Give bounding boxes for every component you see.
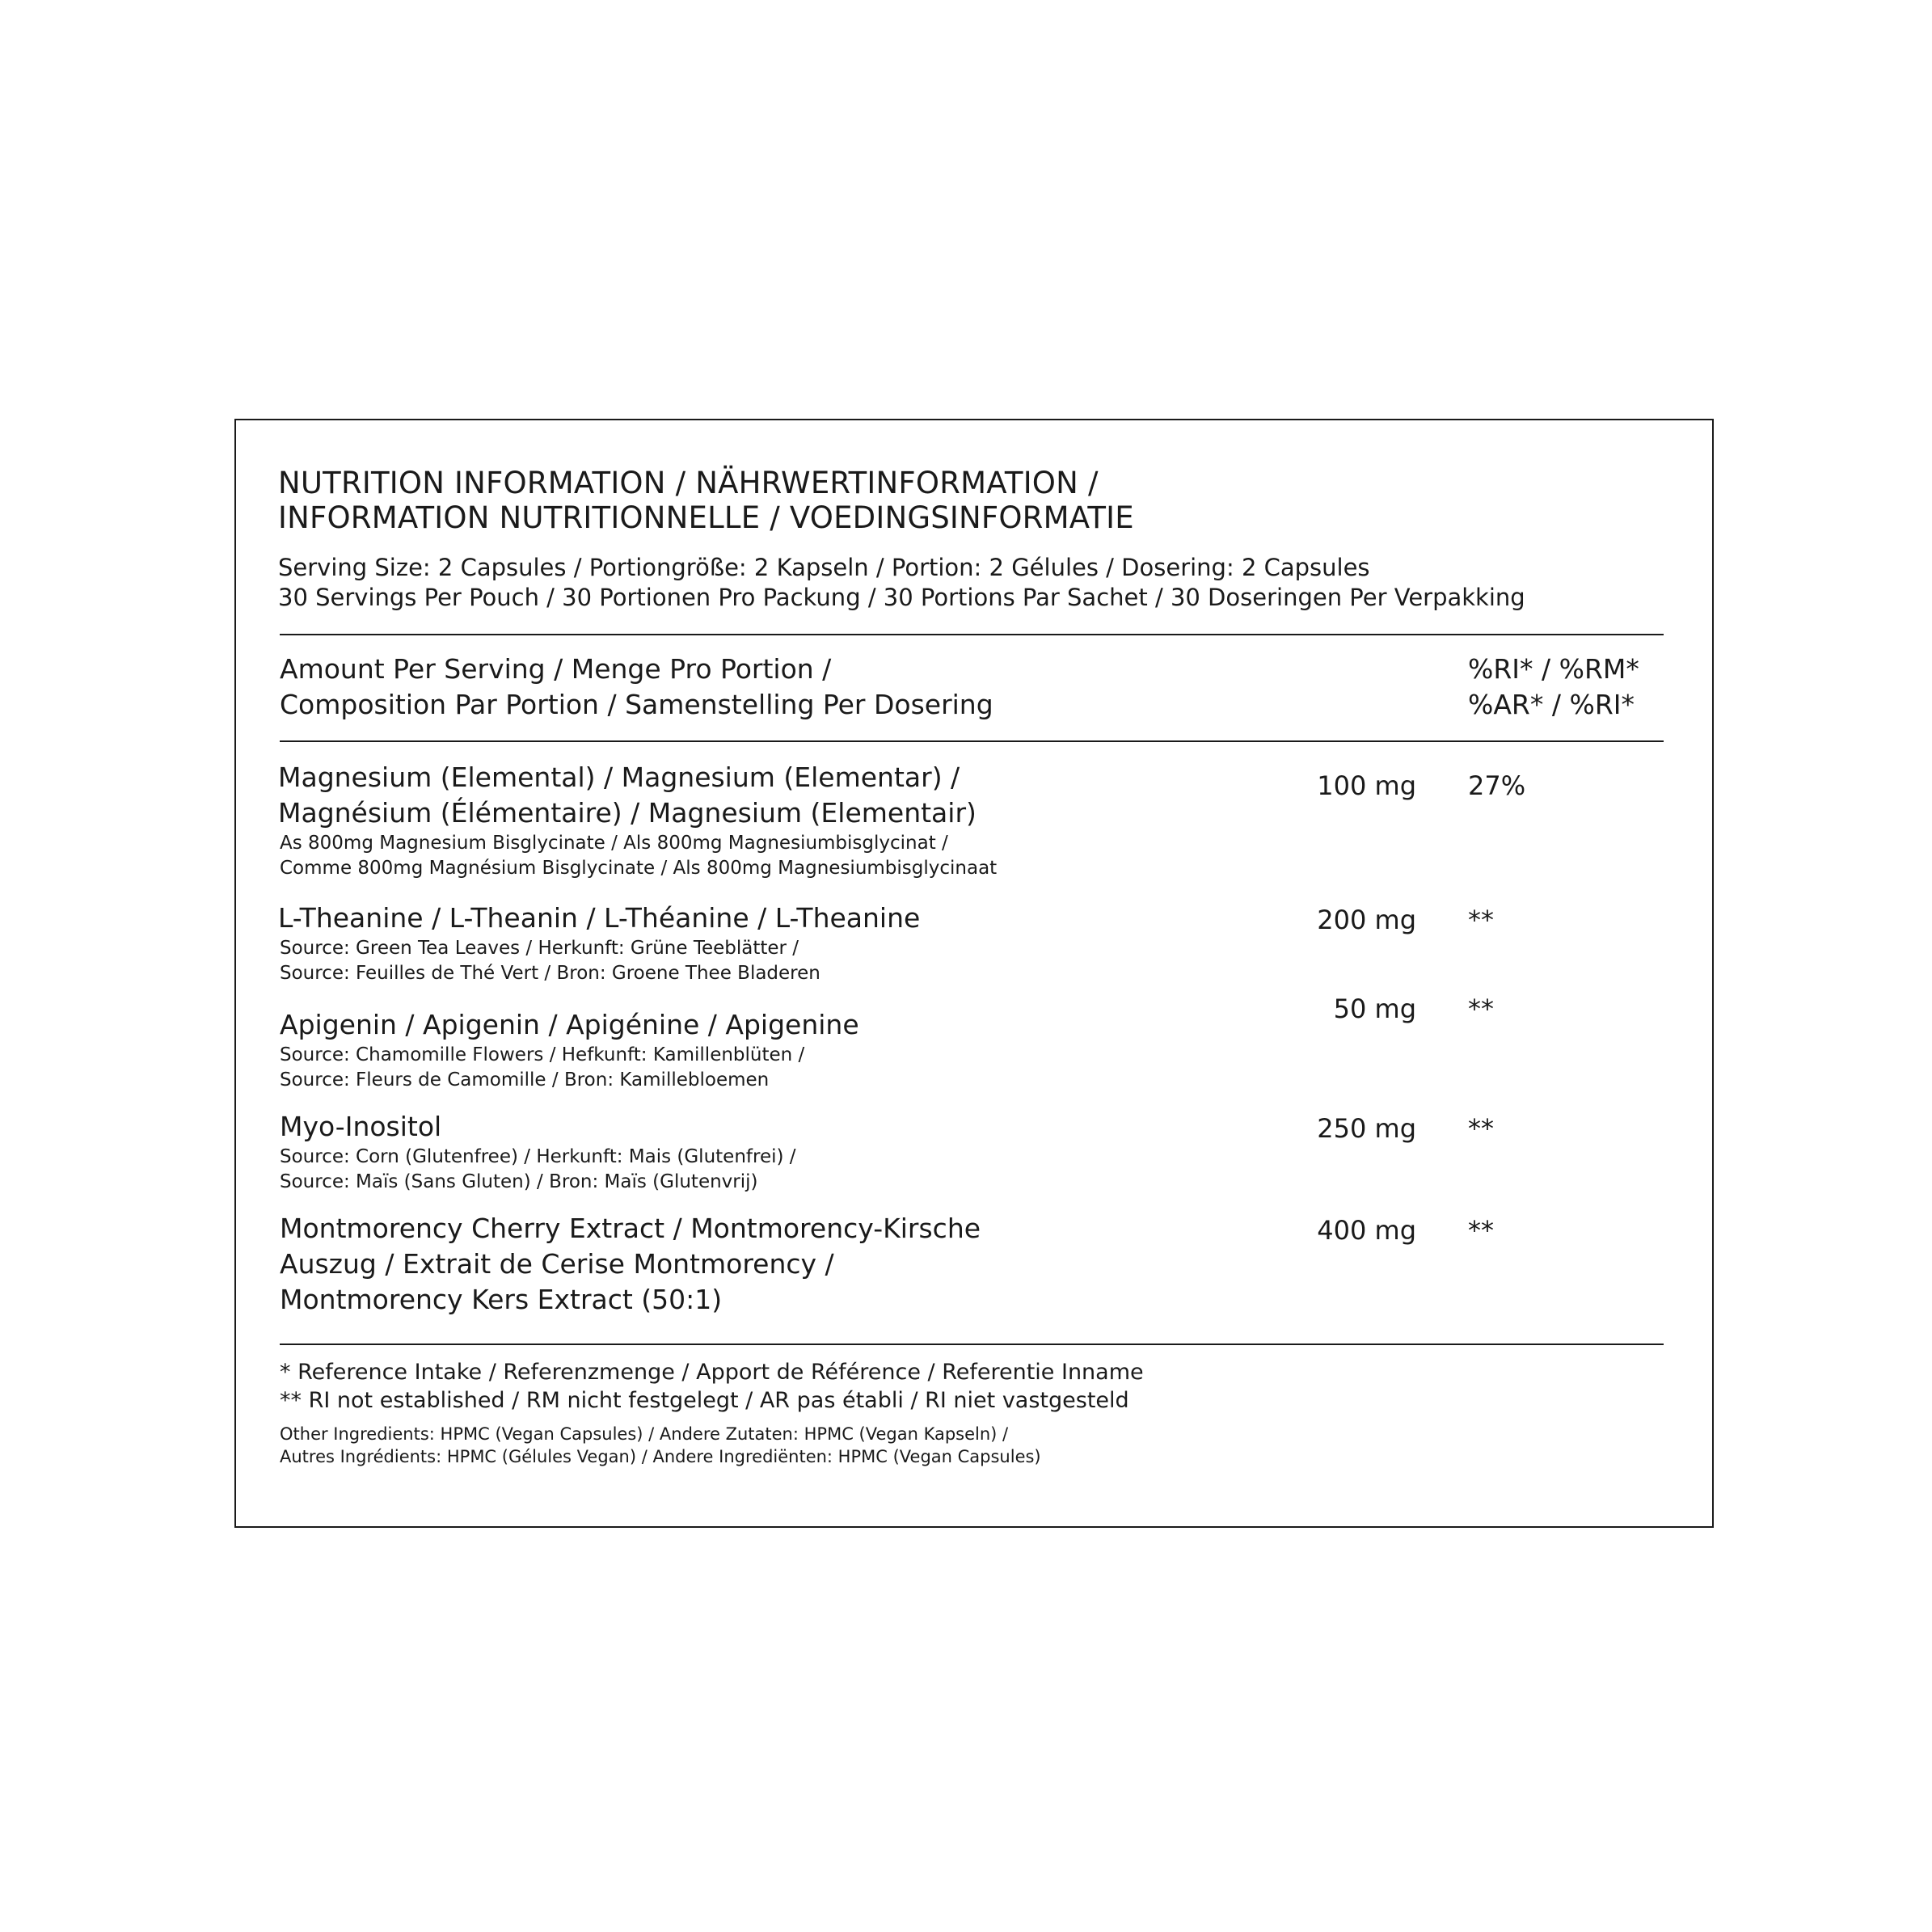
ingredient-name: Apigenin / Apigenin / Apigénine / Apigenine xyxy=(280,1009,859,1040)
ingredient-source: Source: Green Tea Leaves / Herkunft: Grüne Teeblätter / xyxy=(280,938,799,959)
ingredient-ri: ** xyxy=(1468,1215,1494,1246)
ingredient-ri: ** xyxy=(1468,993,1494,1024)
amount-header xyxy=(280,652,993,723)
ingredient-amount: 100 mg xyxy=(1317,770,1416,801)
ingredient-name: L-Theanine / L-Theanin / L-Théanine / L-Theanine xyxy=(278,902,921,934)
servings-per-pouch: 30 Servings Per Pouch / 30 Portionen Pro Packung / 30 Portions Par Sachet / 30 Doseringen Per Verpakking xyxy=(278,584,1525,611)
ingredient-ri: 27% xyxy=(1468,770,1526,801)
ingredient-amount: 200 mg xyxy=(1317,905,1416,935)
panel-title xyxy=(278,466,1134,535)
amount-header-line-1: Amount Per Serving / Menge Pro Portion / xyxy=(280,653,832,685)
ingredient-ri: ** xyxy=(1468,1113,1494,1144)
ingredient-source: Source: Fleurs de Camomille / Bron: Kamillebloemen xyxy=(280,1069,770,1090)
divider-bottom xyxy=(280,1344,1664,1345)
other-ingredients: Autres Ingrédients: HPMC (Gélules Vegan) / Andere Ingrediënten: HPMC (Vegan Capsules) xyxy=(280,1447,1041,1466)
footnote-ri-not-established: ** RI not established / RM nicht festgelegt / AR pas établi / RI niet vastgesteld xyxy=(280,1388,1129,1413)
ingredient-l-theanine xyxy=(278,901,920,986)
ingredient-amount: 50 mg xyxy=(1333,993,1416,1024)
divider-top xyxy=(280,634,1664,635)
ingredient-name: Myo-Inositol xyxy=(280,1111,442,1142)
ingredient-magnesium xyxy=(278,760,997,881)
ingredient-source: Source: Feuilles de Thé Vert / Bron: Groene Thee Bladeren xyxy=(280,963,820,984)
ingredient-source: Comme 800mg Magnésium Bisglycinate / Als 800mg Magnesiumbisglycinaat xyxy=(280,858,998,879)
divider-header xyxy=(280,740,1664,742)
ri-header-line-2: %AR* / %RI* xyxy=(1468,689,1635,720)
ingredient-name: Magnésium (Élémentaire) / Magnesium (Elementair) xyxy=(278,797,977,829)
ingredient-myo-inositol xyxy=(280,1109,796,1195)
footnote-reference-intake: * Reference Intake / Referenzmenge / Apport de Référence / Referentie Inname xyxy=(280,1360,1144,1385)
ingredient-amount: 250 mg xyxy=(1317,1113,1416,1144)
footnotes xyxy=(280,1358,1144,1468)
ingredient-source: Source: Maïs (Sans Gluten) / Bron: Maïs (Glutenvrij) xyxy=(280,1171,758,1192)
ri-header-line-1: %RI* / %RM* xyxy=(1468,653,1639,685)
serving-size: Serving Size: 2 Capsules / Portiongröße: 2 Kapseln / Portion: 2 Gélules / Dosering: 2 Capsules xyxy=(278,554,1370,581)
ingredient-apigenin xyxy=(280,1007,859,1093)
nutrition-panel xyxy=(234,419,1714,1528)
title-line-2: INFORMATION NUTRITIONNELLE / VOEDINGSINFORMATIE xyxy=(278,500,1134,535)
ingredient-source: Source: Corn (Glutenfree) / Herkunft: Mais (Glutenfrei) / xyxy=(280,1146,796,1167)
ingredient-name: Montmorency Cherry Extract / Montmorency-Kirsche xyxy=(280,1213,981,1244)
ingredient-amount: 400 mg xyxy=(1317,1215,1416,1246)
serving-info xyxy=(278,553,1525,613)
ri-header xyxy=(1468,652,1639,723)
title-line-1: NUTRITION INFORMATION / NÄHRWERTINFORMATION / xyxy=(278,466,1099,500)
amount-header-line-2: Composition Par Portion / Samenstelling Per Dosering xyxy=(280,689,993,720)
other-ingredients: Other Ingredients: HPMC (Vegan Capsules) / Andere Zutaten: HPMC (Vegan Kapseln) / xyxy=(280,1424,1009,1444)
ingredient-source: Source: Chamomille Flowers / Hefkunft: Kamillenblüten / xyxy=(280,1044,805,1065)
ingredient-montmorency-cherry xyxy=(280,1211,981,1318)
ingredient-name: Montmorency Kers Extract (50:1) xyxy=(280,1284,723,1315)
ingredient-name: Auszug / Extrait de Cerise Montmorency / xyxy=(280,1248,834,1280)
ingredient-name: Magnesium (Elemental) / Magnesium (Elementar) / xyxy=(278,761,960,793)
ingredient-source: As 800mg Magnesium Bisglycinate / Als 800mg Magnesiumbisglycinat / xyxy=(280,833,948,854)
ingredient-ri: ** xyxy=(1468,905,1494,935)
